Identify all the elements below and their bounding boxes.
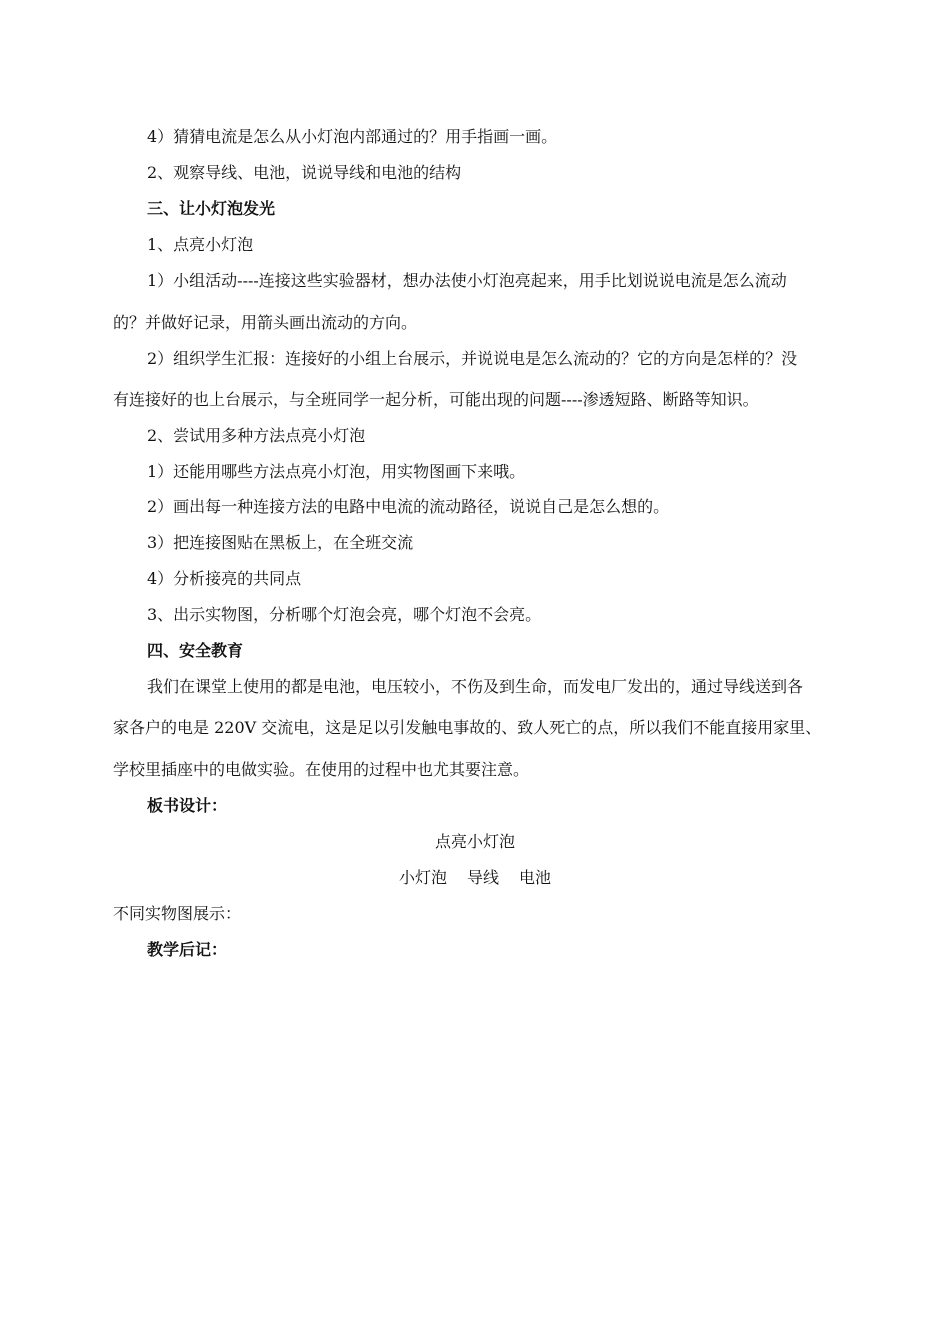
board-item-bulb: 小灯泡 (398, 868, 447, 887)
board-items (0, 868, 950, 888)
paragraph-safety-line3: 学校里插座中的电做实验。在使用的过程中也尤其要注意。 (113, 760, 530, 779)
paragraph-group-activity-line2: 的？并做好记录，用箭头画出流动的方向。 (113, 313, 418, 332)
paragraph-group-activity-line1: 1）小组活动----连接这些实验器材，想办法使小灯泡亮起来，用手比划说说电流是怎么流动 (147, 271, 787, 290)
paragraph-report-line2: 有连接好的也上台展示，与全班同学一起分析，可能出现的问题----渗透短路、断路等知识。 (113, 390, 759, 409)
paragraph-method-2: 2）画出每一种连接方法的电路中电流的流动路径，说说自己是怎么想的。 (147, 497, 670, 516)
paragraph-safety-line2: 家各户的电是 220V 交流电，这是足以引发触电事故的、致人死亡的点，所以我们不能直接用家里、 (113, 718, 822, 737)
paragraph-guess-current: 4）猜猜电流是怎么从小灯泡内部通过的？用手指画一画。 (147, 127, 558, 146)
board-item-wire: 导线 (466, 868, 499, 887)
paragraph-show-diagram: 3、出示实物图，分析哪个灯泡会亮，哪个灯泡不会亮。 (147, 605, 542, 624)
board-design-heading: 板书设计： (147, 796, 228, 815)
paragraph-diagrams: 不同实物图展示： (113, 904, 242, 923)
paragraph-try-methods: 2、尝试用多种方法点亮小灯泡 (147, 426, 366, 445)
board-item-battery: 电池 (519, 868, 552, 887)
paragraph-report-line1: 2）组织学生汇报：连接好的小组上台展示，并说说电是怎么流动的？它的方向是怎样的？没 (147, 349, 798, 368)
paragraph-method-4: 4）分析接亮的共同点 (147, 569, 302, 588)
section-heading-4: 四、安全教育 (147, 641, 244, 660)
paragraph-method-1: 1）还能用哪些方法点亮小灯泡，用实物图画下来哦。 (147, 462, 526, 481)
paragraph-safety-line1: 我们在课堂上使用的都是电池，电压较小，不伤及到生命，而发电厂发出的，通过导线送到各 (147, 677, 804, 696)
paragraph-method-3: 3）把连接图贴在黑板上，在全班交流 (147, 533, 414, 552)
postscript-heading: 教学后记： (147, 940, 228, 959)
board-title: 点亮小灯泡 (434, 832, 515, 851)
section-heading-3: 三、让小灯泡发光 (147, 199, 276, 218)
paragraph-light-bulb: 1、点亮小灯泡 (147, 235, 254, 254)
paragraph-observe: 2、观察导线、电池，说说导线和电池的结构 (147, 163, 462, 182)
